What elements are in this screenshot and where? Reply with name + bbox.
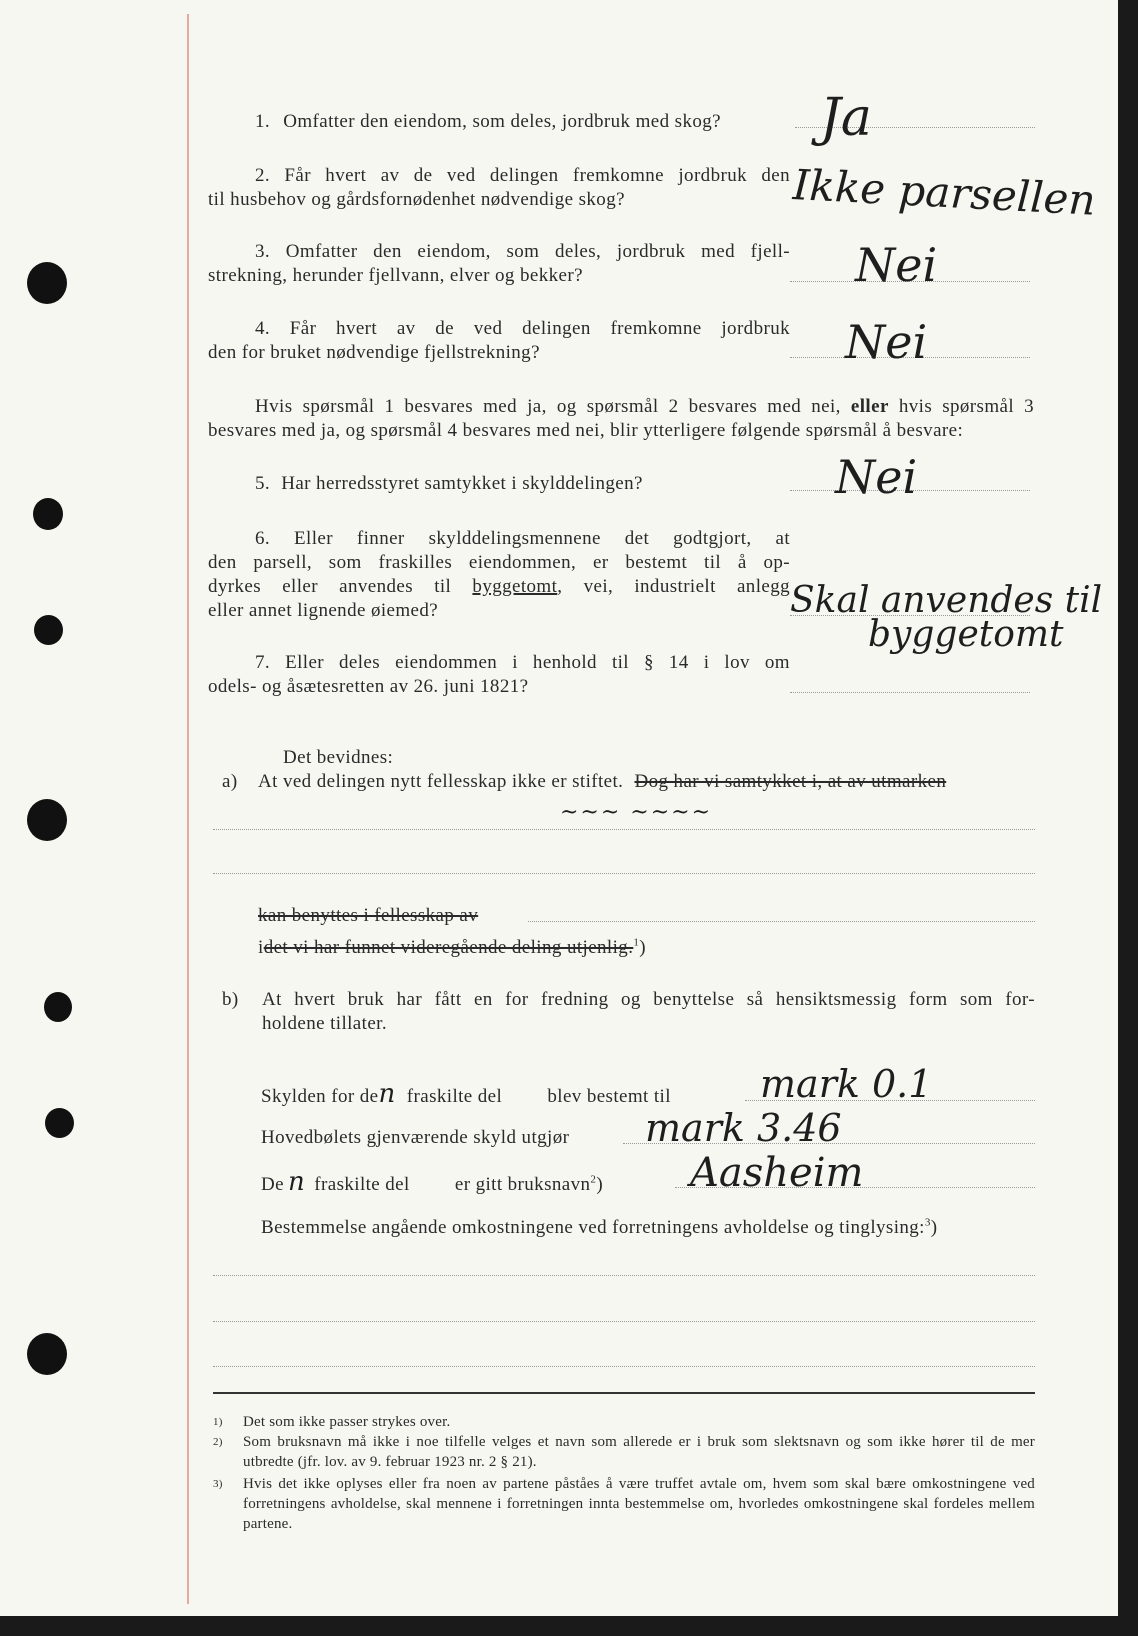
bruksnavn-field: De n fraskilte del er gitt bruksnavn$^2$): [261, 1167, 604, 1197]
question-1: [255, 110, 721, 134]
struck-sentence: idet vi har funnet videregående deling utjenlig.$^1$): [258, 936, 646, 958]
punch-hole: [34, 615, 63, 645]
question-5: 5. Har herredsstyret samtykket i skylddelingen?: [255, 473, 643, 494]
punch-hole: [27, 799, 67, 841]
handwritten-answer: Skal anvendes til: [790, 580, 1103, 621]
footnote-3: 3) Hvis det ikke oplyses eller fra noen av partene påståes å være truffet avtale om, hvem som skal bære omkostningene ved forretningens avholdelse, skal mennene i forretningen innta bestemmelse om, hvorledes omkostningene skal fordeles mellem partene.: [213, 1476, 1035, 1532]
scan-border: [0, 1616, 1138, 1636]
punch-hole: [27, 1333, 67, 1375]
question-6-line3: dyrkes eller anvendes til byggetomt, vei, industrielt anlegg: [208, 576, 791, 597]
blank-line: [213, 1321, 1035, 1322]
question-3: 3. Omfatter den eiendom, som deles, jordbruk med fjell-: [255, 241, 790, 262]
question-2-line2: til husbehov og gårdsfornødenhet nødvendige skog?: [208, 189, 625, 210]
handwritten-answer: Ikke parsellen: [791, 160, 1097, 225]
question-4-line2: den for bruket nødvendige fjellstrekning?: [208, 342, 540, 363]
footnote-1: 1) Det som ikke passer strykes over.: [213, 1414, 451, 1430]
bestemmelse-label: Bestemmelse angående omkostningene ved forretningens avholdelse og tinglysing:$^3$): [261, 1216, 938, 1238]
struck-text: Dog har vi samtykket i, at av utmarken: [634, 771, 947, 792]
skyld-field: Skylden for den fraskilte del blev bestemt til: [261, 1079, 671, 1109]
scribble-strikeout: ~~~ ~~~~: [560, 800, 713, 825]
hoved-label: Hovedbølets gjenværende skyld utgjør: [261, 1127, 570, 1148]
question-text: Omfatter den eiendom, som deles, jordbruk med skog?: [283, 111, 721, 132]
punch-hole: [27, 262, 67, 304]
handwritten-suffix: n: [287, 1167, 306, 1197]
handwritten-value: Aasheim: [690, 1150, 864, 1196]
question-7: 7. Eller deles eiendommen i henhold til § 14 i lov om: [255, 652, 790, 673]
handwritten-answer: Nei: [845, 315, 928, 369]
instruction-paragraph-line2: besvares med ja, og spørsmål 4 besvares med nei, blir ytterligere følgende spørsmål å besvare:: [208, 420, 964, 441]
handwritten-answer: byggetomt: [868, 614, 1064, 655]
blank-line: [213, 873, 1035, 874]
footnote-2: 2) Som bruksnavn må ikke i noe tilfelle velges et navn som allerede er i bruk som slektsnavn og som ikke hører til de mer utbredte (jfr. lov. av 9. februar 1923 nr. 2 § 21).: [213, 1434, 1035, 1470]
attest-b-line2: holdene tillater.: [262, 1013, 387, 1034]
blank-line: [213, 1275, 1035, 1276]
answer-line: [790, 692, 1030, 693]
handwritten-answer: Nei: [855, 238, 938, 292]
attest-b: At hvert bruk har fått en for fredning og benyttelse så hensiktsmessig form som for-: [262, 989, 1035, 1010]
footnote-divider: [213, 1392, 1035, 1394]
attest-b-label: b): [222, 989, 239, 1010]
blank-line: [528, 921, 1035, 922]
blank-line: [213, 1366, 1035, 1367]
question-7-line2: odels- og åsætesretten av 26. juni 1821?: [208, 676, 529, 697]
punch-hole: [44, 992, 72, 1022]
question-6-line2: den parsell, som fraskilles eiendommen, er bestemt til å op-: [208, 552, 790, 573]
question-3-line2: strekning, herunder fjellvann, elver og bekker?: [208, 265, 583, 286]
handwritten-value: mark 3.46: [645, 1106, 842, 1150]
instruction-paragraph: Hvis spørsmål 1 besvares med ja, og spørsmål 2 besvares med nei, eller hvis spørsmål 3: [255, 396, 1034, 417]
handwritten-value: mark 0.1: [760, 1062, 933, 1106]
attest-a: At ved delingen nytt fellesskap ikke er stiftet. Dog har vi samtykket i, at av utmarken: [258, 771, 947, 792]
punch-hole: [33, 498, 63, 530]
margin-rule: [187, 14, 189, 1604]
question-number: 1.: [255, 111, 271, 132]
struck-text: kan benyttes i fellesskap av: [258, 905, 479, 926]
underlined-word: byggetomt: [472, 576, 558, 597]
attest-a-label: a): [222, 771, 238, 792]
question-6-line4: eller annet lignende øiemed?: [208, 600, 439, 621]
handwritten-suffix: n: [378, 1079, 396, 1109]
question-2: 2. Får hvert av de ved delingen fremkomne jordbruk den: [255, 165, 790, 186]
handwritten-answer: Ja: [820, 88, 872, 148]
handwritten-answer: Nei: [835, 450, 918, 504]
question-4: 4. Får hvert av de ved delingen fremkomne jordbruk: [255, 318, 790, 339]
scan-border: [1118, 0, 1138, 1636]
question-6: 6. Eller finner skylddelingsmennene det godtgjort, at: [255, 528, 790, 549]
attest-heading: Det bevidnes:: [283, 747, 394, 768]
punch-hole: [45, 1108, 74, 1138]
blank-line: [213, 829, 1035, 830]
